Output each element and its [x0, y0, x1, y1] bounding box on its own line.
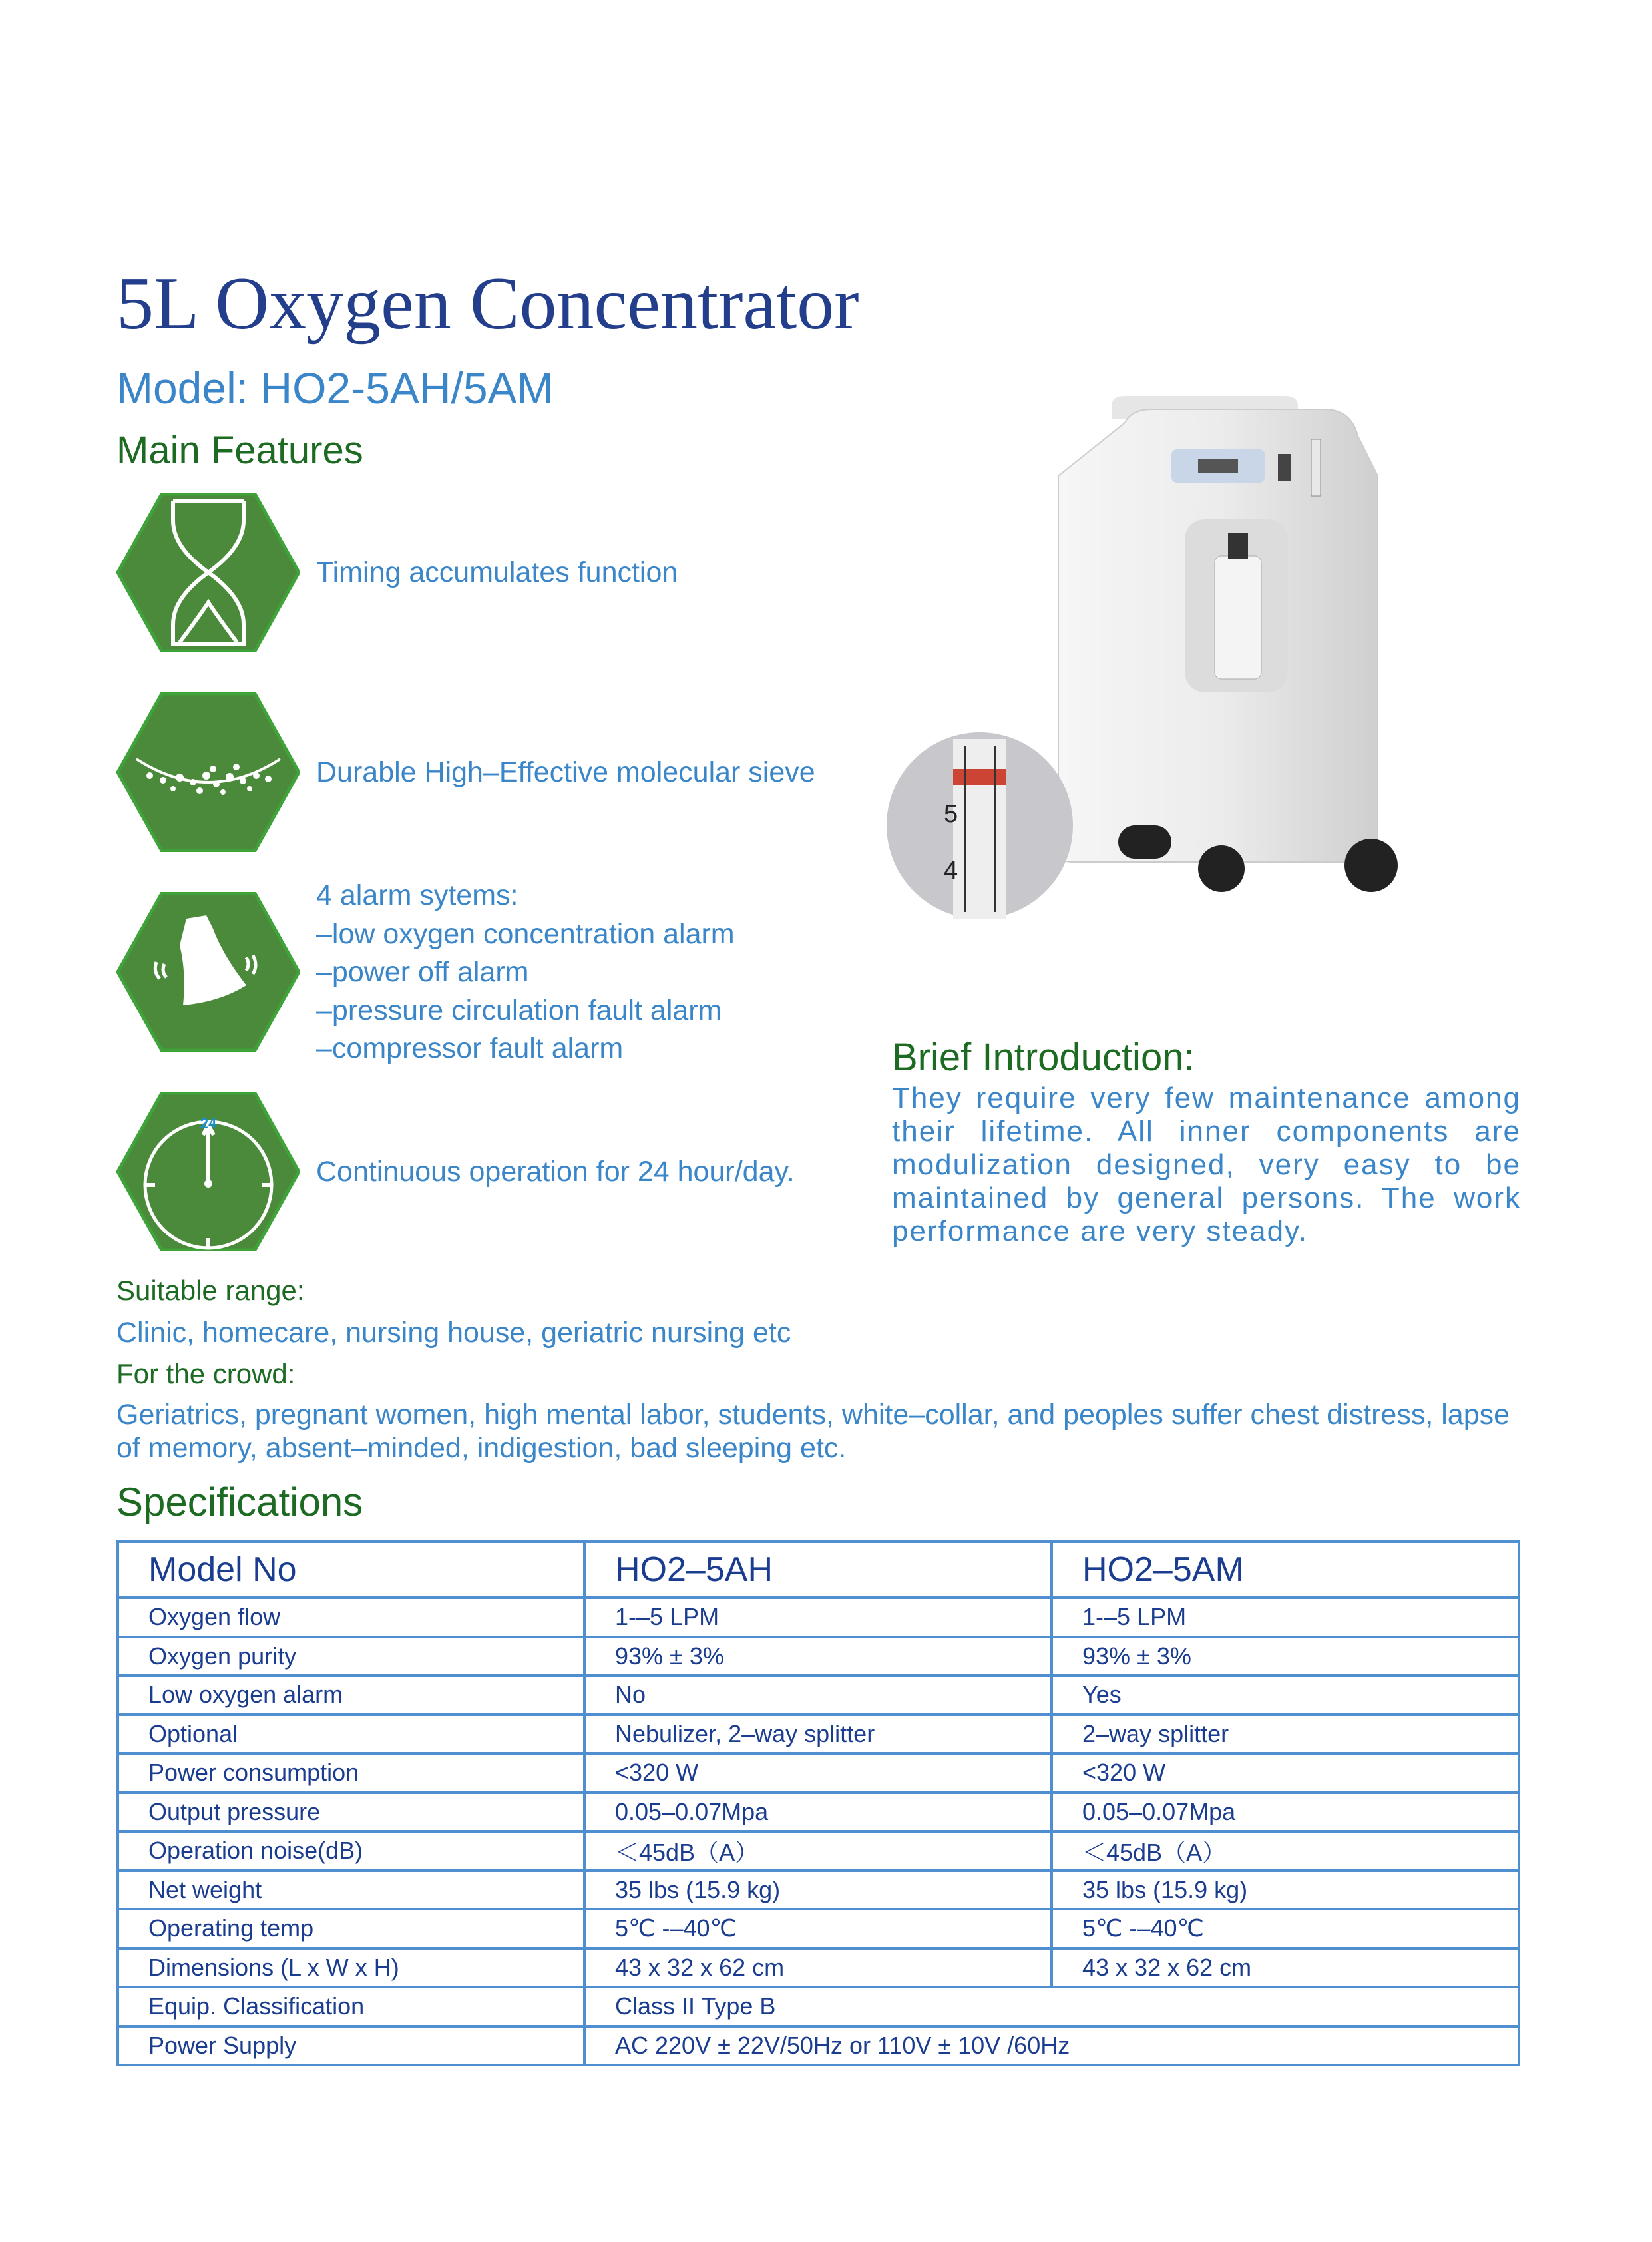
table-row — [118, 1831, 1519, 1871]
table-row — [118, 1715, 1519, 1754]
model-subtitle: Model: HO2-5AH/5AM — [116, 363, 554, 413]
brief-intro-heading: Brief Introduction: — [892, 1036, 1195, 1079]
table-cell: 0.05–0.07Mpa — [584, 1793, 1052, 1832]
table-header-row — [118, 1542, 1519, 1598]
table-cell: 93% ± 3% — [584, 1637, 1052, 1676]
table-cell: <320 W — [1052, 1753, 1519, 1793]
specifications-table — [116, 1540, 1520, 2066]
table-cell: Equip. Classification — [118, 1987, 584, 2026]
table-cell: Operating temp — [118, 1909, 584, 1948]
table-cell: 93% ± 3% — [1052, 1637, 1519, 1676]
table-cell: Power consumption — [118, 1753, 584, 1793]
table-cell: Operation noise(dB) — [118, 1831, 584, 1871]
table-cell: Yes — [1052, 1676, 1519, 1715]
flowmeter-label-5: 5 — [944, 800, 958, 828]
table-row — [118, 1987, 1519, 2026]
table-row — [118, 1753, 1519, 1793]
table-cell: Dimensions (L x W x H) — [118, 1948, 584, 1988]
table-cell: 43 x 32 x 62 cm — [1052, 1948, 1519, 1988]
table-cell: 5℃ -–40℃ — [1052, 1909, 1519, 1948]
alarm-line: –compressor fault alarm — [316, 1032, 624, 1064]
table-cell: Output pressure — [118, 1793, 584, 1832]
table-cell: <320 W — [584, 1753, 1052, 1793]
table-cell: 5℃ -–40℃ — [584, 1909, 1052, 1948]
header-cell: HO2–5AM — [1052, 1542, 1519, 1598]
clock-icon — [116, 1092, 300, 1251]
table-cell: Class II Type B — [584, 1987, 1519, 2026]
table-cell: Nebulizer, 2–way splitter — [584, 1715, 1052, 1754]
table-cell: 2–way splitter — [1052, 1715, 1519, 1754]
alarm-line: –low oxygen concentration alarm — [316, 917, 735, 950]
alarm-line: –power off alarm — [316, 956, 529, 988]
table-row — [118, 2026, 1519, 2066]
brief-intro-text: They require very few maintenance among their lifetime. All inner components are modulization designed, very easy to be maintained by general persons. The work performance are very steady. — [892, 1082, 1521, 1247]
table-cell: 1-–5 LPM — [584, 1598, 1052, 1637]
table-row — [118, 1598, 1519, 1637]
alarm-line: –pressure circulation fault alarm — [316, 994, 722, 1026]
table-row — [118, 1909, 1519, 1948]
table-cell: 35 lbs (15.9 kg) — [584, 1871, 1052, 1910]
table-cell: 43 x 32 x 62 cm — [584, 1948, 1052, 1988]
feature-continuous: Continuous operation for 24 hour/day. — [316, 1156, 795, 1188]
table-cell: Power Supply — [118, 2026, 584, 2066]
crowd-label: For the crowd: — [116, 1358, 296, 1389]
crowd-text: Geriatrics, pregnant women, high mental labor, students, white–collar, and peoples suffer chest distress, lapse of memory, absent–minded, indigestion, bad sleeping etc. — [116, 1399, 1510, 1464]
table-cell: ＜45dB（A） — [584, 1831, 1052, 1871]
table-row — [118, 1948, 1519, 1988]
svg-text:24: 24 — [200, 1115, 217, 1132]
table-cell: 1-–5 LPM — [1052, 1598, 1519, 1637]
feature-sieve: Durable High–Effective molecular sieve — [316, 756, 815, 788]
table-cell: Oxygen purity — [118, 1637, 584, 1676]
alarm-line: 4 alarm sytems: — [316, 879, 518, 911]
table-cell: 35 lbs (15.9 kg) — [1052, 1871, 1519, 1910]
table-cell: Optional — [118, 1715, 584, 1754]
header-cell: Model No — [118, 1542, 584, 1598]
table-cell: Oxygen flow — [118, 1598, 584, 1637]
table-row — [118, 1676, 1519, 1715]
suitable-range-label: Suitable range: — [116, 1275, 305, 1306]
table-row — [118, 1793, 1519, 1832]
page-title: 5L Oxygen Concentrator — [116, 262, 859, 345]
feature-timing: Timing accumulates function — [316, 557, 678, 588]
table-row — [118, 1637, 1519, 1676]
flowmeter-label-4: 4 — [944, 857, 958, 885]
table-cell: No — [584, 1676, 1052, 1715]
main-features-heading: Main Features — [116, 429, 363, 472]
bell-alarm-icon — [116, 892, 300, 1052]
product-image — [879, 393, 1511, 959]
table-cell: Low oxygen alarm — [118, 1676, 584, 1715]
hourglass-icon — [116, 493, 300, 652]
feature-alarms — [316, 877, 735, 1068]
header-cell: HO2–5AH — [584, 1542, 1052, 1598]
suitable-range-text: Clinic, homecare, nursing house, geriatric nursing etc — [116, 1317, 791, 1349]
table-cell: 0.05–0.07Mpa — [1052, 1793, 1519, 1832]
table-cell: Net weight — [118, 1871, 584, 1910]
table-cell: ＜45dB（A） — [1052, 1831, 1519, 1871]
table-cell: AC 220V ± 22V/50Hz or 110V ± 10V /60Hz — [584, 2026, 1519, 2066]
molecular-sieve-icon — [116, 692, 300, 852]
specifications-heading: Specifications — [116, 1480, 363, 1524]
table-row — [118, 1871, 1519, 1910]
